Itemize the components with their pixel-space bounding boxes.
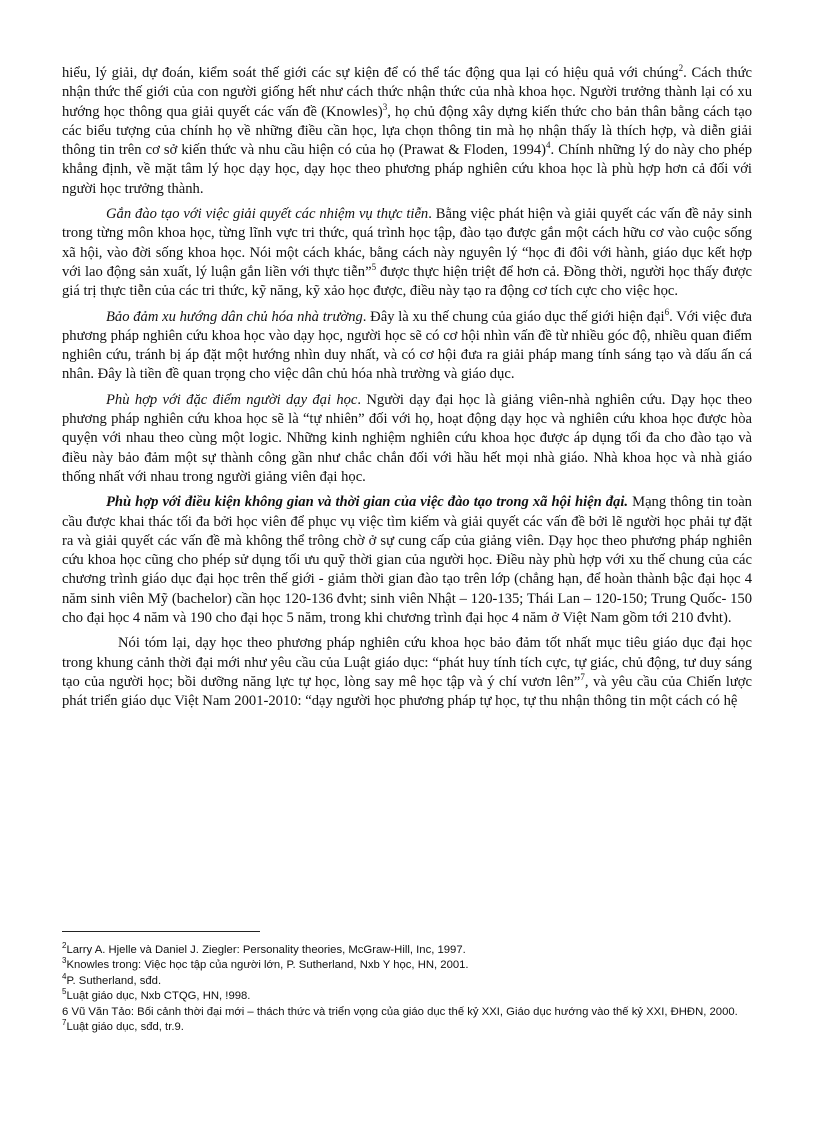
footnote (62, 974, 762, 989)
paragraph-lead: Gắn đào tạo với việc giải quyết các nhiệm vụ thực tiễn (106, 206, 429, 223)
paragraph-summary (62, 634, 752, 711)
footnote-ref: 6 (664, 306, 670, 317)
footnote-text: Larry A. Hjelle và Daniel J. Ziegler: Personality theories, McGraw-Hill, Inc, 1997. (66, 944, 466, 956)
footnote (62, 1005, 762, 1020)
footnote-number: 3 (62, 956, 67, 966)
paragraph-space-time (62, 493, 752, 628)
paragraph-lead: Phù hợp với đặc điểm người dạy đại học (106, 391, 358, 408)
document-body (62, 64, 752, 718)
footnote-number: 5 (62, 987, 67, 997)
footnote-number: 2 (62, 941, 67, 951)
footnote-ref: 4 (545, 140, 551, 151)
paragraph-intro (62, 64, 752, 199)
footnote-text: Vũ Văn Tảo: Bối cảnh thời đại mới – thách thức và triển vọng của giáo dục thế kỷ XXI, Giáo dục hướng vào thế kỷ XXI, ĐHĐN, 2000. (71, 1005, 738, 1018)
paragraph-text: . Đây là xu thế chung của giáo dục thế giới hiện đại (362, 308, 665, 325)
footnote-number: 6 (62, 1005, 69, 1018)
paragraph-text: , và yêu cầu của Chiến lược phát triển giáo dục Việt Nam 2001-2010: “dạy người học phương pháp tự học, tự thu nhận thông tin một cách có hệ (62, 673, 752, 710)
paragraph-text: Nói tóm lại, dạy học theo phương pháp nghiên cứu khoa học bảo đảm tốt nhất mục tiêu giáo dục đại học trong khung cảnh thời đại mới như yêu cầu của Luật giáo dục: “phát huy tính tích cực, tự giác, chủ động, tư duy sáng tạo của người học; bồi dưỡng năng lực tự học, lòng say mê học tập và ý chí vươn lên” (62, 635, 752, 690)
footnote (62, 958, 762, 973)
footnote (62, 943, 762, 958)
paragraph-lead: Bảo đảm xu hướng dân chủ hóa nhà trường (106, 308, 363, 325)
paragraph-text: Mạng thông tin toàn cầu được khai thác tối đa bởi học viên để phục vụ việc tìm kiếm và giải quyết các vấn đề bởi lẽ người học phải tự đặt ra và giải quyết các vấn đề mà không thể trông chờ ở sự cung cấp của giảng viên. Dạy học theo phương pháp nghiên cứu khoa học cũng cho phép sử dụng tối ưu quỹ thời gian của người học. Điều này phù hợp với xu thế chung của các chương trình giáo dục đại học trên thế giới - giảm thời gian đào tạo trên lớp (chẳng hạn, để hoàn thành bậc đại học 4 năm sinh viên Mỹ (bachelor) cần học 120-136 đvht; sinh viên Nhật – 120-135; Thái Lan – 120-150; Trung Quốc- 150 cho đại học 4 năm và 190 cho đại học 5 năm, trong khi chương trình đại học 4 năm ở Việt Nam gồm tới 210 đvht). (62, 494, 752, 627)
footnote-ref: 3 (382, 101, 388, 112)
footnote-ref: 7 (580, 672, 585, 683)
paragraph-lecturer (62, 391, 752, 487)
paragraph-lead: Phù hợp với điều kiện không gian và thời gian của việc đào tạo trong xã hội hiện đại. (106, 494, 629, 511)
paragraph-text: hiểu, lý giải, dự đoán, kiểm soát thế giới các sự kiện để có thể tác động qua lại có hiệu quả với chúng (62, 65, 679, 81)
paragraph-text: được thực hiện triệt để hơn cả. Đồng thời, người học thấy được giá trị thực tiễn của các tri thức, kỹ năng, kỹ xảo học được, điều này tạo ra động cơ tích cực cho việc học. (62, 263, 752, 300)
footnote-separator (62, 931, 260, 932)
footnote-text: Knowles trong: Việc học tập của người lớn, P. Sutherland, Nxb Y học, HN, 2001. (66, 959, 469, 972)
paragraph-text: . Với việc đưa phương pháp nghiên cứu khoa học vào dạy học, người học sẽ có cơ hội nhìn vấn đề từ nhiều góc độ, nhiều quan điểm nghiên cứu, tránh bị áp đặt một hướng nhìn duy nhất, và có cơ hội đưa ra giải pháp mang tính sáng tạo và dấu ấn cá nhân. Đây là tiền đề quan trọng cho việc dân chủ hóa nhà trường và giáo dục. (62, 308, 753, 383)
footnotes (62, 943, 762, 1035)
footnote-number: 7 (62, 1018, 67, 1028)
footnote-ref: 5 (371, 262, 377, 273)
footnote-text: Luật giáo dục, sđd, tr.9. (66, 1021, 184, 1034)
footnote-number: 4 (62, 972, 67, 982)
footnote-text: Luật giáo dục, Nxb CTQG, HN, !998. (66, 990, 251, 1003)
footnote-ref: 2 (678, 63, 684, 74)
paragraph-text: . Cách thức nhận thức thế giới của con người giống hết như cách thức nhận thức của nhà khoa học. Người trưởng thành lại có xu hướng học thông qua giải quyết các vấn đề (Knowles) (62, 65, 752, 120)
paragraph-practical-tasks (62, 205, 752, 301)
paragraph-text: . Bằng việc phát hiện và giải quyết các vấn đề nảy sinh trong từng môn khoa học, từng lĩnh vực tri thức, quá trình học tập, đào tạo được gắn một cách hữu cơ vào cuộc sống xã hội, vào đời sống khoa học. Nói một cách khác, bằng cách này nguyên lý “học đi đôi với hành, giáo dục kết hợp với lao động sản xuất, lý luận gắn liền với thực tiễn” (62, 206, 752, 280)
paragraph-democratization (62, 308, 752, 385)
footnote-text: P. Sutherland, sđd. (66, 974, 162, 987)
paragraph-text: . Chính những lý do này cho phép khẳng định, về mặt tâm lý học dạy học, dạy học theo phương pháp nghiên cứu khoa học là phù hợp hơn cả đối với người học trưởng thành. (62, 142, 753, 197)
footnote (62, 1020, 762, 1035)
paragraph-text: , họ chủ động xây dựng kiến thức cho bản thân bằng cách tạo các biểu tượng của chính họ về những điều cần học, lựa chọn thông tin mà họ nhận thấy là thích hợp, và diễn giải thông tin trên cơ sở kiến thức và nhu cầu hiện có của họ (Prawat & Floden, 1994) (62, 103, 752, 159)
footnote (62, 989, 762, 1004)
paragraph-text: . Người dạy đại học là giảng viên-nhà nghiên cứu. Dạy học theo phương pháp nghiên cứu khoa học sẽ là “tự nhiên” đối với họ, hoạt động dạy học và nghiên cứu khoa học được hòa quyện với nhau theo cùng một logic. Những kinh nghiệm nghiên cứu khoa học được áp dụng tối đa cho đào tạo và điều này bảo đảm một sự thành công gần như chắc chắn đối với hầu hết mọi nhà giáo. Nhà khoa học và nhà giáo thống nhất với nhau trong người giảng viên đại học. (62, 391, 752, 485)
